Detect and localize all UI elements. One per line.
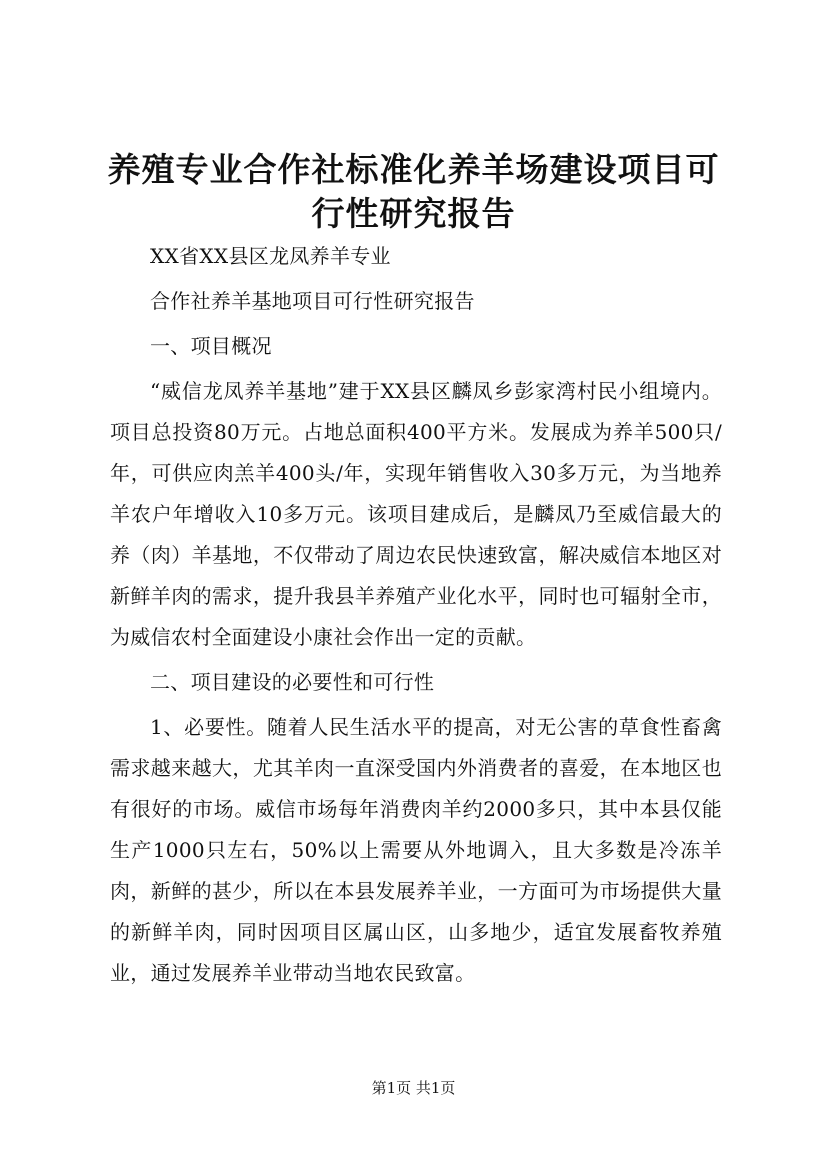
document-title: 养殖专业合作社标准化养羊场建设项目可行性研究报告 [107, 150, 720, 233]
section-heading-necessity: 二、项目建设的必要性和可行性 [150, 670, 435, 694]
paragraph-org-name: XX省XX县区龙凤养羊专业 [150, 244, 391, 268]
document-body [110, 236, 722, 994]
section-heading-overview: 一、项目概况 [150, 334, 272, 358]
page-footer: 第1页 共1页 [371, 1079, 456, 1097]
paragraph-necessity: 1、必要性。随着人民生活水平的提高，对无公害的草食性畜禽需求越来越大，尤其羊肉一直深受国内外消费者的喜爱，在本地区也有很好的市场。威信市场每年消费肉羊约2000多只，其中本县仅能生产1000只左右，50%以上需要从外地调入，且大多数是冷冻羊肉，新鲜的甚少，所以在本县发展养羊业，一方面可为市场提供大量的新鲜羊肉，同时因项目区属山区，山多地少，适宜发展畜牧养殖业，通过发展养羊业带动当地农民致富。 [110, 715, 722, 985]
paragraph-report-subtitle: 合作社养羊基地项目可行性研究报告 [150, 289, 475, 313]
paragraph-project-overview: “威信龙凤养羊基地”建于XX县区麟凤乡彭家湾村民小组境内。项目总投资80万元。占地总面积400平方米。发展成为养羊500只/年，可供应肉羔羊400头/年，实现年销售收入30多万元，为当地养羊农户年增收入10多万元。该项目建成后，是麟凤乃至威信最大的养（肉）羊基地，不仅带动了周边农民快速致富，解决威信本地区对新鲜羊肉的需求，提升我县羊养殖产业化水平，同时也可辐射全市，为威信农村全面建设小康社会作出一定的贡献。 [110, 379, 722, 649]
